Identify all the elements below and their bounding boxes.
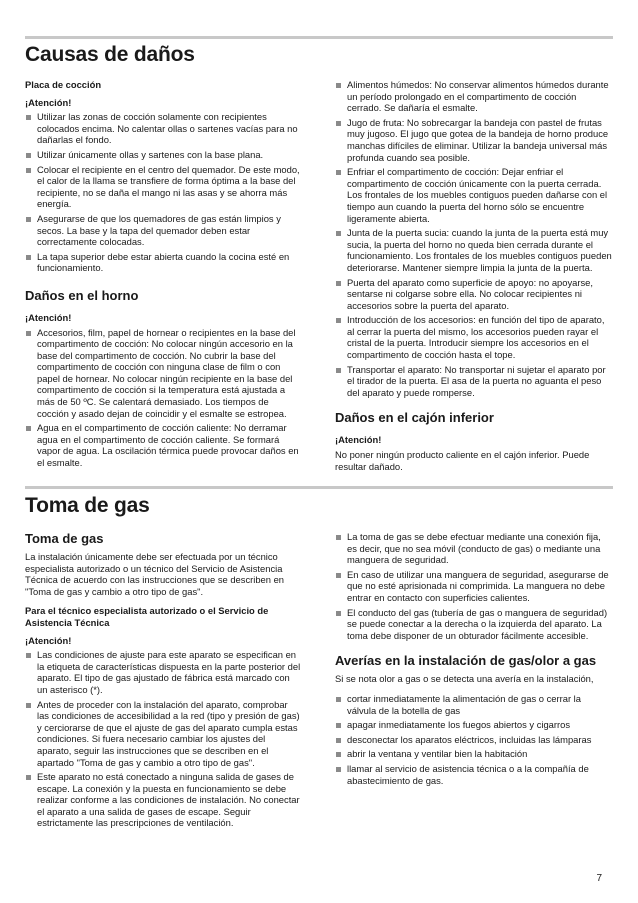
list-item: Antes de proceder con la instalación del aparato, comprobar las condiciones de accesibilidad a la red (tipo y presión de gas) y cerciorarse de que el ajuste de gas del aparato cumpla estas condiciones. Si fuera necesario cambiar los ajustes del aparato, seguir las instrucciones que se describen en el apartado "Toma de gas y cambio a otro tipo de gas". xyxy=(25,699,302,769)
list-item: Alimentos húmedos: No conservar alimentos húmedos durante un período prolongado en el compartimento de cocción cerrado. Se dañaría el esmalte. xyxy=(335,79,612,114)
list-item: abrir la ventana y ventilar bien la habitación xyxy=(335,748,612,760)
list-item: El conducto del gas (tubería de gas o manguera de seguridad) se puede conectar a la derecha o la izquierda del aparato. La toma debe disponer de un obturador fácilmente accesible. xyxy=(335,607,612,642)
technician-list xyxy=(25,649,302,829)
gas-fault-intro: Si se nota olor a gas o se detecta una avería en la instalación, xyxy=(335,673,594,685)
list-item: cortar inmediatamente la alimentación de gas o cerrar la válvula de la botella de gas xyxy=(335,693,612,716)
list-item: Agua en el compartimento de cocción caliente: No derramar agua en el compartimento de cocción caliente. Se formará vapor de agua. La oscilación térmica puede provocar daños en el esmalte. xyxy=(25,422,302,468)
list-item: Accesorios, film, papel de hornear o recipientes en la base del compartimento de cocción: No colocar ningún accesorio en la base del compartimento de cocción. No cubrir la base del compartimento de cocción con ninguna clase de film o con papel de hornear. No colocar ningún recipiente en la base del compartimento de cocción si la temperatura está ajustada a más de 50 ºC. Se calentará demasiado. Los tiempos de cocción y asado dejan de coincidir y el esmalte se estropea. xyxy=(25,327,302,420)
section-rule-top xyxy=(25,36,613,39)
gas-connection-list xyxy=(335,531,612,641)
oven-damage-list-continued xyxy=(335,79,612,398)
gas-intro: La instalación únicamente debe ser efectuada por un técnico especialista autorizado o un técnico del Servicio de Asistencia Técnica de acuerdo con las instrucciones que se describen en "Toma de gas y cambio a otro tipo de gas". xyxy=(25,551,285,597)
list-item: llamar al servicio de asistencia técnica o a la compañía de abastecimiento de gas. xyxy=(335,763,612,786)
drawer-damage-heading: Daños en el cajón inferior xyxy=(335,410,494,426)
hob-subtitle: Placa de cocción xyxy=(25,79,102,90)
attention-label: ¡Atención! xyxy=(25,96,72,108)
damages-left-column xyxy=(25,79,302,479)
attention-label: ¡Atención! xyxy=(25,311,72,323)
list-item: Jugo de fruta: No sobrecargar la bandeja con pastel de frutas muy jugoso. El jugo que gotea de la bandeja de horno produce manchas difíciles de eliminar. Utilizar la bandeja universal más profunda cuando sea posible. xyxy=(335,117,612,163)
attention-label: ¡Atención! xyxy=(335,434,382,446)
list-item: Las condiciones de ajuste para este aparato se especifican en la etiqueta de características dispuesta en la parte posterior del aparato. El tipo de gas ajustado de fábrica está marcado con un asterisco (*). xyxy=(25,649,302,695)
gas-right-column xyxy=(335,531,612,796)
list-item: Este aparato no está conectado a ninguna salida de gases de escape. La conexión y la puesta en funcionamiento se debe realizar conforme a las condiciones de instalación. No conectar el aparato a una salida de gases de escape. Seguir estrictamente las prescripciones de ventilación. xyxy=(25,771,302,829)
list-item: Junta de la puerta sucia: cuando la junta de la puerta está muy sucia, la puerta del horno no queda bien cerrada durante el funcionamiento. Los frontales de los muebles contiguos pueden deteriorarse. Mantener siempre limpia la junta de la puerta. xyxy=(335,227,612,273)
list-item: Utilizar las zonas de cocción solamente con recipientes colocados encima. No calentar ollas o sartenes vacías para no dañarlas el fondo. xyxy=(25,111,302,146)
oven-damage-heading: Daños en el horno xyxy=(25,287,139,303)
list-item: Asegurarse de que los quemadores de gas están limpios y secos. La base y la tapa del quemador deben estar correctamente colocadas. xyxy=(25,213,302,248)
list-item: En caso de utilizar una manguera de seguridad, asegurarse de que no esté aprisionada ni comprimida. La manguera no debe entrar en contacto con superficies calientes. xyxy=(335,569,612,604)
list-item: Colocar el recipiente en el centro del quemador. De este modo, el calor de la llama se transfiere de forma óptima a la base del recipiente, no se daña el mango ni las asas y se ahorra más energía. xyxy=(25,164,302,210)
section-title-damages: Causas de daños xyxy=(25,43,195,66)
damages-right-column xyxy=(335,79,612,480)
section-title-gas: Toma de gas xyxy=(25,494,150,517)
list-item: Introducción de los accesorios: en función del tipo de aparato, al cerrar la puerta del mismo, los accesorios pueden rayar el cristal de la puerta. Introducir siempre los accesorios en el compartimento de cocción hasta el tope. xyxy=(335,314,612,360)
attention-label: ¡Atención! xyxy=(25,634,72,646)
list-item: Utilizar únicamente ollas y sartenes con la base plana. xyxy=(25,149,302,161)
list-item: desconectar los aparatos eléctricos, incluidas las lámparas xyxy=(335,734,612,746)
page-number: 7 xyxy=(596,873,602,884)
hob-list xyxy=(25,111,302,274)
gas-fault-list xyxy=(335,693,612,786)
gas-left-column xyxy=(25,531,302,839)
technician-subtitle: Para el técnico especialista autorizado o el Servicio de Asistencia Técnica xyxy=(25,605,269,628)
drawer-text: No poner ningún producto caliente en el cajón inferior. Puede resultar dañado. xyxy=(335,449,590,472)
list-item: La toma de gas se debe efectuar mediante una conexión fija, es decir, que no sea móvil (conducto de gas) o mediante una manguera de seguridad. xyxy=(335,531,612,566)
list-item: Transportar el aparato: No transportar ni sujetar el aparato por el tirador de la puerta. El asa de la puerta no aguanta el peso del aparato y puede romperse. xyxy=(335,364,612,399)
list-item: Enfriar el compartimento de cocción: Dejar enfriar el compartimento de cocción únicamente con la puerta cerrada. Los frontales de los muebles contiguos pueden dañarse con el tiempo aun cuando la puerta del horno sólo se encuentre ligeramente abierta. xyxy=(335,166,612,224)
list-item: Puerta del aparato como superficie de apoyo: no apoyarse, sentarse ni colgarse sobre ella. No colocar recipientes ni accesorios sobre la puerta del aparato. xyxy=(335,277,612,312)
gas-connection-heading: Toma de gas xyxy=(25,531,104,546)
list-item: apagar inmediatamente los fuegos abiertos y cigarros xyxy=(335,719,612,731)
oven-damage-list xyxy=(25,327,302,469)
section-rule-gas xyxy=(25,486,613,489)
gas-fault-heading: Averías en la instalación de gas/olor a gas xyxy=(335,653,597,669)
list-item: La tapa superior debe estar abierta cuando la cocina esté en funcionamiento. xyxy=(25,251,302,274)
